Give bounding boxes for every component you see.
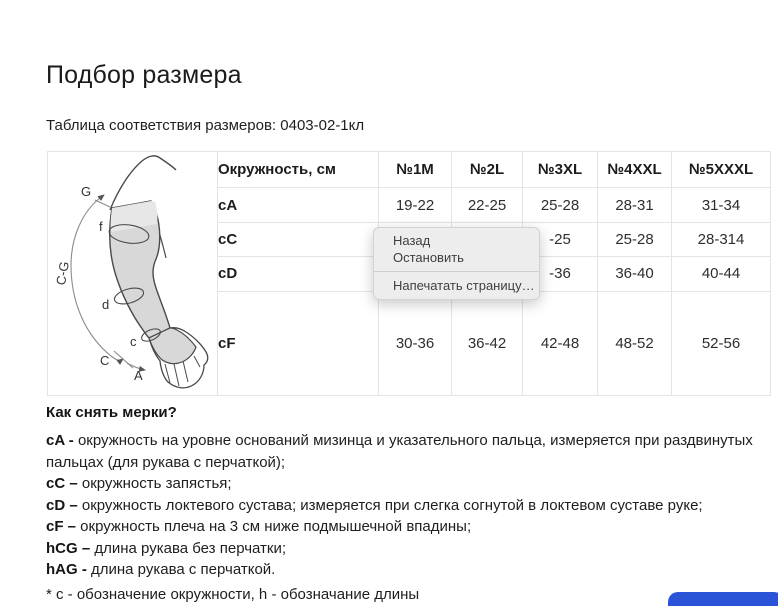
context-menu-item-print[interactable]: Напечатать страницу… [393, 278, 535, 293]
cell-ca-4xxl: 28-31 [598, 188, 672, 222]
label-d: d [102, 297, 110, 312]
label-f: f [99, 219, 103, 234]
table-header-row [48, 152, 771, 188]
context-menu-item-back[interactable]: Назад [393, 233, 431, 248]
label-c: c [130, 334, 137, 349]
row-label-cc: cC [218, 222, 379, 256]
label-C: C [100, 353, 110, 368]
label-CG: C-G [53, 260, 73, 287]
context-menu [373, 227, 540, 300]
cell-cf-2l: 36-42 [452, 291, 523, 395]
guide-text-hcg: длина рукава без перчатки; [90, 539, 287, 557]
guide-line-ca [46, 430, 762, 473]
cell-ca-1m: 19-22 [379, 188, 452, 222]
cell-cd-3xl: -36 [523, 257, 598, 291]
label-A: A [134, 368, 143, 383]
column-header-size-4xxl: №4XXL [598, 152, 672, 188]
column-header-size-5xxxl: №5XXXL [672, 152, 771, 188]
guide-term-cc: cC – [46, 475, 78, 492]
guide-term-cf: cF – [46, 518, 77, 535]
guide-term-hag: hAG - [46, 561, 87, 578]
size-table-caption: Таблица соответствия размеров: 0403-02-1кл [46, 117, 365, 134]
footnote: * c - обозначение окружности, h - обозначание длины [46, 586, 420, 603]
guide-text-hag: длина рукава с перчаткой. [86, 561, 276, 578]
cell-cd-4xxl: 36-40 [598, 257, 672, 291]
guide-line-cd [46, 495, 762, 517]
row-label-ca: cA [218, 188, 379, 222]
guide-text-cc: окружность запястья; [77, 475, 232, 492]
column-header-size-3xl: №3XL [523, 152, 598, 188]
context-menu-item-stop[interactable]: Остановить [393, 250, 464, 265]
guide-line-hag [46, 559, 762, 581]
column-header-circumference: Окружность, см [218, 152, 379, 188]
row-label-cd: cD [218, 257, 379, 291]
arm-diagram-cell [48, 152, 218, 396]
cell-ca-5xxxl: 31-34 [672, 188, 771, 222]
guide-line-cf [46, 516, 762, 538]
cell-ca-3xl: 25-28 [523, 188, 598, 222]
cell-cf-4xxl: 48-52 [598, 291, 672, 395]
guide-term-cd: cD – [46, 496, 78, 514]
cell-ca-2l: 22-25 [452, 188, 523, 222]
guide-text-ca: окружность на уровне оснований мизинца и указательного пальца, измеряется при раздвинутых пальцах (для рукава с перчаткой); [46, 432, 753, 471]
cell-cd-5xxxl: 40-44 [672, 257, 771, 291]
cell-cf-1m: 30-36 [379, 291, 452, 395]
measure-guide [46, 404, 762, 581]
cell-cc-4xxl: 25-28 [598, 222, 672, 256]
guide-line-cc [46, 473, 762, 495]
context-menu-separator [374, 271, 539, 272]
measure-guide-heading: Как снять мерки? [46, 404, 177, 421]
tick-g [95, 200, 110, 207]
guide-text-cf: окружность плеча на 3 см ниже подмышечной впадины; [76, 518, 472, 535]
row-label-cf: cF [218, 291, 379, 395]
guide-line-hcg [46, 538, 762, 560]
column-header-size-1m: №1M [379, 152, 452, 188]
guide-text-cd: окружность локтевого сустава; измеряется при слегка согнутой в локтевом суставе руке; [77, 496, 703, 514]
cell-cc-5xxxl: 28-314 [672, 222, 771, 256]
guide-term-hcg: hCG – [46, 539, 91, 557]
cell-cc-3xl: -25 [523, 222, 598, 256]
label-G: G [81, 184, 92, 199]
bottom-right-button[interactable] [668, 592, 778, 606]
column-header-size-2l: №2L [452, 152, 523, 188]
arm-diagram [48, 152, 217, 391]
cell-cf-5xxxl: 52-56 [672, 291, 771, 395]
guide-term-ca: cA - [46, 432, 74, 449]
page-title: Подбор размера [46, 60, 242, 89]
cell-cf-3xl: 42-48 [523, 291, 598, 395]
